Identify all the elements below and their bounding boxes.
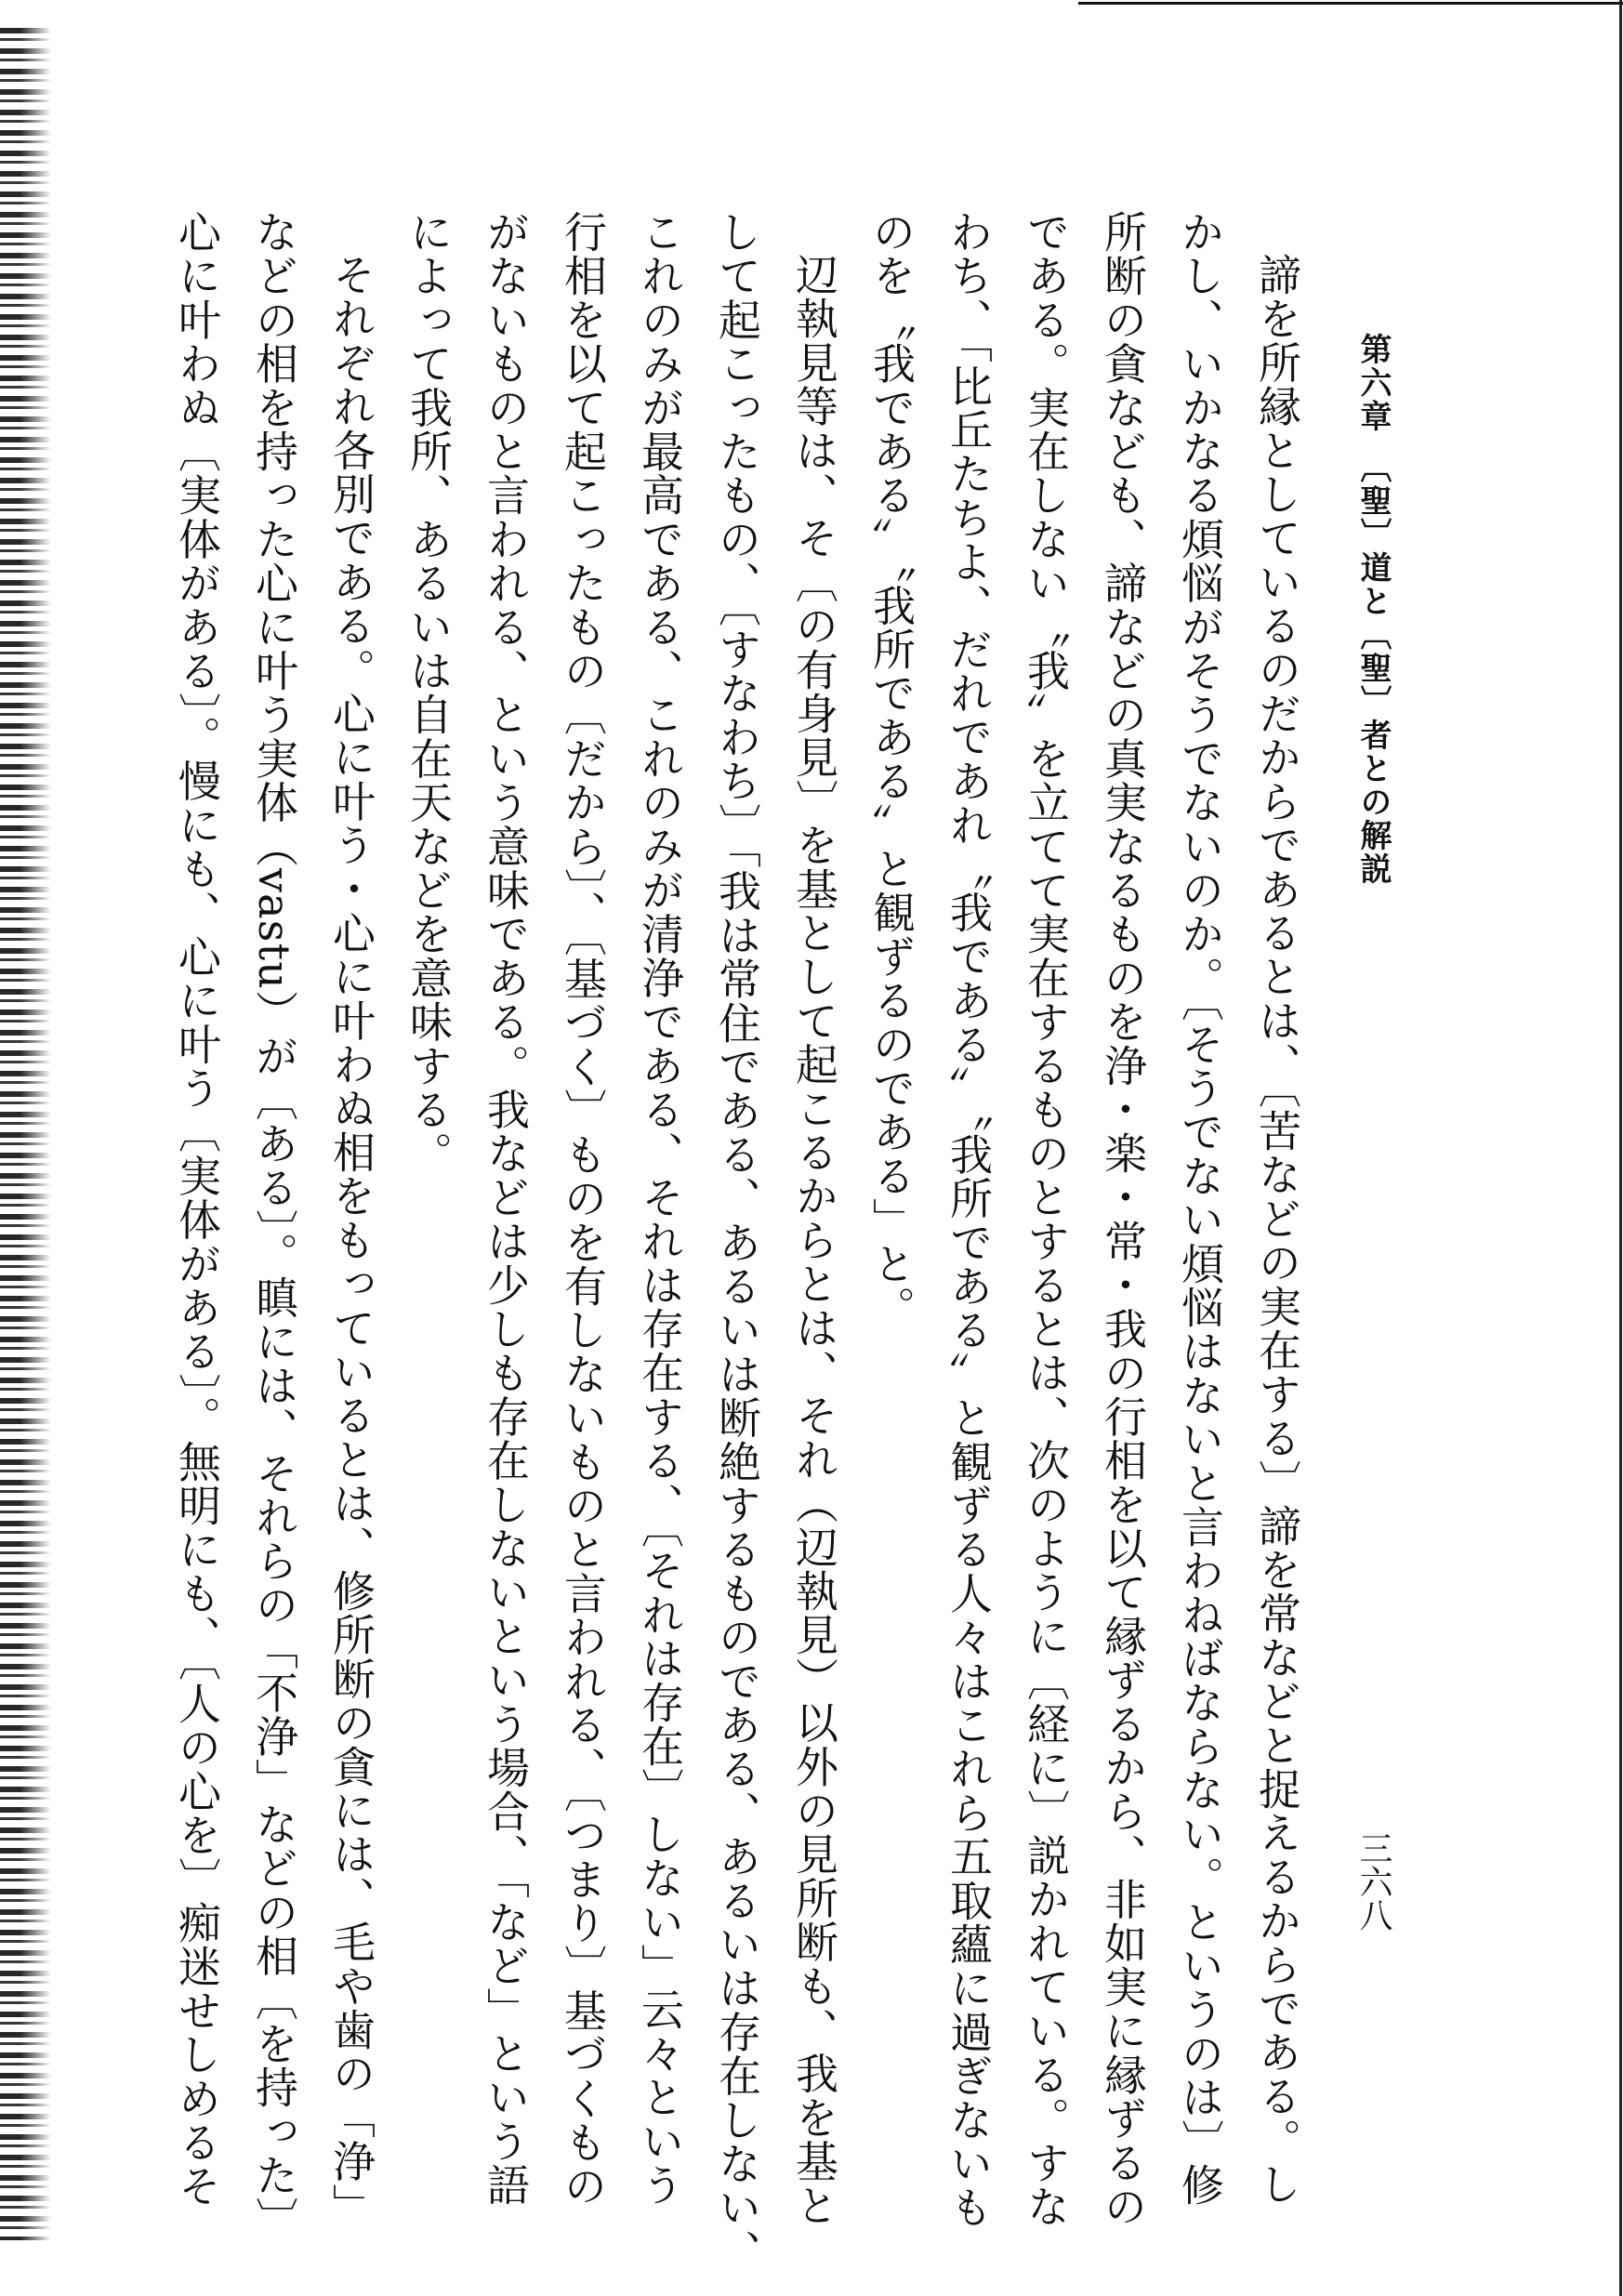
body-text — [172, 210, 1315, 2274]
text-line: これのみが最高である、これのみが清浄である、それは存在する、〔それは存在〕しない」云々という — [635, 210, 685, 2208]
text-line: して起こったもの、〔すなわち〕「我は常住である、あるいは断絶するものである、あるいは存在しない、 — [712, 210, 762, 2274]
text-line: がないものと言われる、という意味である。我などは少しも存在しないという場合、「など」という語 — [481, 210, 531, 2208]
text-line: それぞれ各別である。心に叶う・心に叶わぬ相をもっているとは、修所断の貪には、毛や歯の「浄」 — [326, 253, 376, 2227]
text-line: 辺執見等は、そ〔の有身見〕を基として起こるからとは、それ（辺執見）以外の見所断も、我を基と — [789, 253, 839, 2227]
text-line: かし、いかなる煩悩がそうでないのか。〔そうでない煩悩はないと言わねばならない。というのは〕修 — [1175, 210, 1225, 2208]
text-line: などの相を持った心に叶う実体（vastu）が〔ある〕。瞋には、それらの「不浄」などの相〔を持った〕 — [249, 210, 299, 2241]
scan-edge-marks — [0, 28, 51, 2240]
text-line: のを〝我である〟〝我所である〟と観ずるのである」と。 — [866, 210, 917, 1330]
text-line: 所断の貪なども、諦などの真実なるものを浄・楽・常・我の行相を以て縁ずるから、非如実に縁ずるの — [1098, 210, 1148, 2229]
text-line: によって我所、あるいは自在天などを意味する。 — [403, 210, 454, 1176]
text-line: わち、「比丘たちよ、だれであれ〝我である〟〝我所である〟と観ずる人々はこれら五取蘊に過ぎないも — [943, 210, 994, 2230]
top-edge-rule — [1078, 2, 1623, 5]
right-edge-rule — [1619, 0, 1622, 2296]
text-line: 諦を所縁としているのだからであるとは、〔苦などの実在する〕諦を常などと捉えるからである。し — [1252, 253, 1302, 2206]
text-line: 心に叶わぬ〔実体がある〕。慢にも、心に叶う〔実体がある〕。無明にも、〔人の心を〕痴迷せしめるそ — [172, 210, 222, 2209]
chapter-title: 第六章 〔聖〕道と〔聖〕者との解説 — [1354, 333, 1392, 886]
text-line: である。実在しない〝我〟を立てて実在するものとするとは、次のように〔経に〕説かれている。すな — [1021, 210, 1071, 2229]
page-number: 三六八 — [1354, 1831, 1392, 1932]
text-line: 行相を以て起こったもの〔だから〕、〔基づく〕ものを有しないものと言われる、〔つまり〕基づくもの — [558, 210, 608, 2209]
